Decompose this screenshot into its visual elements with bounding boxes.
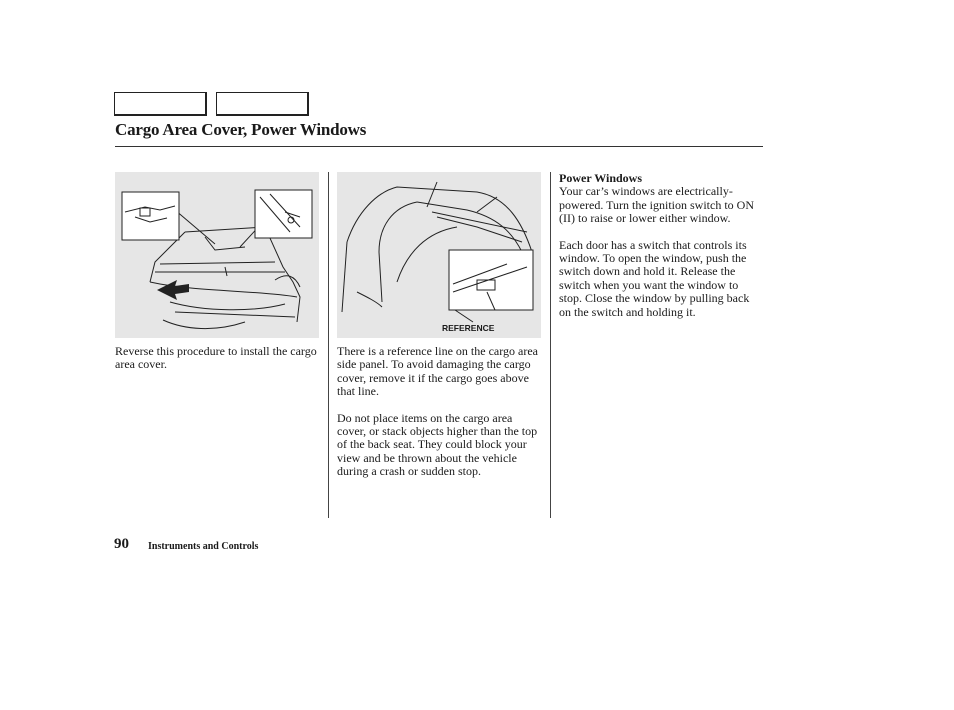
column-2-text	[337, 345, 543, 492]
column-divider-1	[328, 172, 329, 518]
column-divider-2	[550, 172, 551, 518]
nav-tab-1[interactable]	[114, 92, 207, 116]
power-windows-paragraph-2: Each door has a switch that controls its window. To open the window, push the switch down and hold it. Release the switch when you want the window to stop. Close the window by pulling back on the switch and holding it.	[559, 237, 750, 319]
reference-line-paragraph: There is a reference line on the cargo area side panel. To avoid damaging the cargo cover, remove it if the cargo goes above that line.	[337, 344, 538, 399]
section-name: Instruments and Controls	[148, 541, 259, 552]
reference-label: REFERENCE	[442, 323, 495, 333]
title-rule	[115, 146, 763, 147]
column-1-text	[115, 345, 321, 385]
install-instruction: Reverse this procedure to install the cargo area cover.	[115, 344, 317, 372]
cargo-warning-paragraph: Do not place items on the cargo area cover, or stack objects higher than the top of the back seat. They could block your view and be thrown about the vehicle during a crash or sudden stop.	[337, 410, 538, 479]
page-title: Cargo Area Cover, Power Windows	[115, 120, 367, 139]
figure-cargo-cover-install	[115, 172, 319, 338]
nav-tab-2[interactable]	[216, 92, 309, 116]
page-number: 90	[114, 536, 129, 552]
column-3-text	[559, 172, 763, 332]
power-windows-heading: Power Windows	[559, 171, 643, 185]
power-windows-paragraph-1: Your car’s windows are electrically-powered. Turn the ignition switch to ON (II) to raise or lower either window.	[559, 184, 754, 226]
figure-reference-line	[337, 172, 541, 338]
